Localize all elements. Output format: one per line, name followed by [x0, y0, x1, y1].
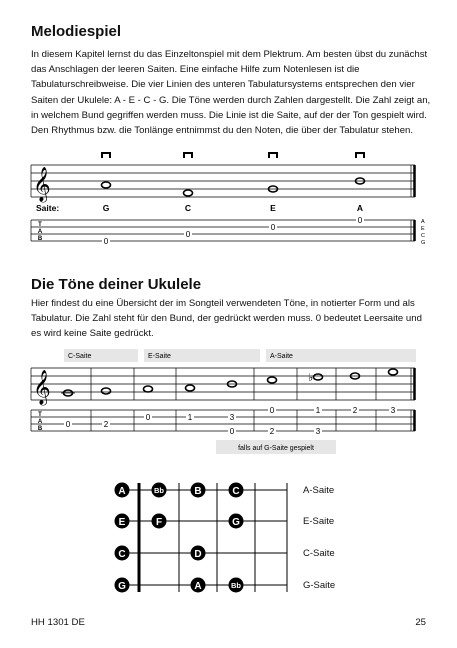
tab-number: 3: [315, 427, 321, 436]
tab-string-name-c: C: [421, 233, 425, 239]
flat-sign-icon: ♭: [308, 371, 314, 384]
open-note-g: G: [118, 581, 126, 592]
tab-clef-b: B: [37, 236, 43, 242]
tab-clef-t: T: [38, 222, 42, 228]
fretboard: [122, 483, 287, 592]
open-note-c: C: [118, 549, 126, 560]
intro-paragraph: In diesem Kapitel lernst du das Einzeltonspiel mit dem Plektrum. Am besten übst du zunächst das Anschlagen der leeren Saiten. Eine einfache Hilfe zum Notenlesen ist die Tabulaturschreibweise. Die vier Linien des unteren Tabulatursystems entsprechen den vier Saiten der Ukulele: A - E - C - G. Die Töne werden durch Zahlen dargestellt. Die Zahl zeigt an, in welchem Bund gegriffen werden muss. Die Linie ist die Saite, auf der der Ton gespielt wird. Den Rhythmus bzw. die Tonlänge entnimmst du den Noten, die über der Tabulatur stehen.: [31, 49, 431, 137]
tab-number: 0: [229, 427, 235, 436]
saite-label-e: E-Saite: [148, 353, 171, 360]
tab-number: 2: [352, 406, 358, 415]
tab-number: 0: [103, 237, 109, 246]
string-name-e: E: [270, 203, 276, 213]
string-name-a: A: [356, 203, 364, 213]
tab-number: 0: [270, 223, 276, 232]
tab-number: 0: [269, 406, 275, 415]
string-name-c: C: [184, 203, 192, 213]
tab-clef-t: T: [38, 412, 42, 418]
open-note-a: A: [118, 486, 126, 497]
note-c-d: D: [194, 549, 202, 560]
tab-number: 2: [103, 420, 109, 429]
open-note-e: E: [118, 517, 126, 528]
note-a-bb: Bb: [154, 486, 164, 495]
string-name-g: G: [102, 203, 110, 213]
note-a-c: C: [232, 486, 240, 497]
note-g-bb: Bb: [231, 581, 241, 590]
g-string-note: falls auf G-Saite gespielt: [238, 445, 314, 452]
string-label-g: G-Saite: [303, 580, 336, 591]
note-g-a: A: [194, 581, 202, 592]
tab-string-name-a: A: [421, 219, 425, 225]
tab-clef-b: B: [37, 426, 43, 432]
treble-clef-icon: 𝄞: [33, 167, 51, 202]
tab-number: 1: [315, 406, 321, 415]
toene-paragraph: Hier findest du eine Übersicht der im Songteil verwendeten Töne, in notierter Form und als Tabulatur. Die Zahl steht für den Bund, der gedrückt werden muss. 0 bedeutet Leersaite und es wird keine Saite gedrückt.: [31, 298, 422, 340]
tab-number: 0: [145, 413, 151, 422]
note-e-f: F: [155, 517, 163, 528]
tab-number: 3: [229, 413, 235, 422]
saite-label: Saite:: [36, 203, 60, 213]
treble-clef-icon: 𝄞: [33, 370, 51, 405]
tab-number: 0: [185, 230, 191, 239]
note-a-b: B: [194, 486, 202, 497]
tab-string-name-g: G: [421, 240, 426, 246]
saite-label-a: A-Saite: [270, 353, 293, 360]
page-number: 25: [415, 617, 426, 628]
tab-number: 0: [65, 420, 71, 429]
tab-number: 2: [269, 427, 275, 436]
staff-1: [31, 165, 415, 197]
footer-code: HH 1301 DE: [31, 617, 85, 628]
tab-number: 0: [357, 216, 363, 225]
tab-string-name-e: E: [421, 226, 425, 232]
string-label-c: C-Saite: [303, 548, 335, 559]
note-e-g: G: [232, 517, 240, 528]
tab-clef-a: A: [37, 419, 43, 425]
tab-number: 1: [187, 413, 193, 422]
tab-number: 3: [390, 406, 396, 415]
section-title-toene: Die Töne deiner Ukulele: [31, 276, 202, 293]
tab-clef-a: A: [37, 229, 43, 235]
saite-label-c: C-Saite: [68, 353, 92, 360]
downstroke-icons: [101, 152, 365, 158]
string-label-a: A-Saite: [303, 485, 335, 496]
section-title-melodiespiel: Melodiespiel: [31, 23, 122, 40]
saite-label-boxes: [64, 349, 416, 362]
string-label-e: E-Saite: [303, 516, 335, 527]
